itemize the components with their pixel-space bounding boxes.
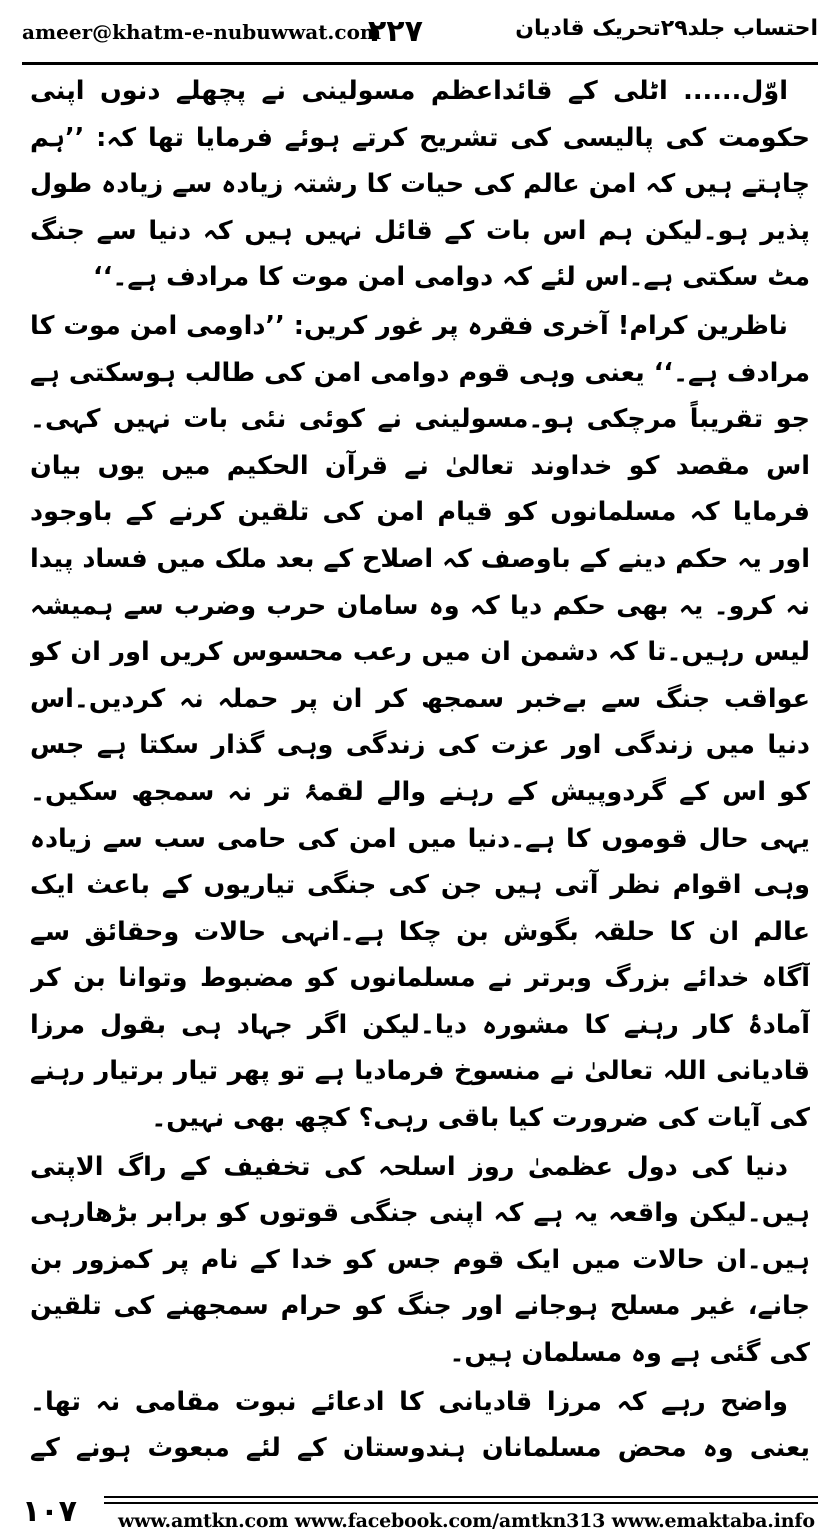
footer-rules bbox=[104, 1496, 818, 1508]
page-footer bbox=[22, 1492, 818, 1536]
body-text bbox=[30, 68, 810, 1478]
header-page-number: ۲۲۷ bbox=[368, 14, 423, 49]
paragraph-4: واضح رہے کہ مرزا قادیانی کا ادعائے نبوت مقامی نہ تھا۔یعنی وہ محض مسلمانان ہندوستان کے لئے مبعوث ہونے کے bbox=[30, 1386, 810, 1464]
paragraph-2: ناظرین کرام! آخری فقرہ پر غور کریں: ’’داومی امن موت کا مرادف ہے۔‘‘ یعنی وہی قوم دوامی امن کی طالب ہوسکتی ہے جو تقریباً مرچکی ہو۔مسولینی نے کوئی نئی بات نہیں کہی۔ اس مقصد کو خداوند تعالیٰ نے قرآن الحکیم میں یوں بیان فرمایا کہ مسلمانوں کو قیام امن کی تلقین کرنے کے باوجود اور یہ حکم دینے کے باوصف کہ اصلاح کے بعد ملک میں فساد پیدا نہ کرو۔ یہ بھی حکم دیا کہ وہ سامان حرب وضرب سے ہمیشہ لیس رہیں۔تا کہ دشمن ان میں رعب محسوس کریں اور ان کو عواقب جنگ سے بےخبر سمجھ کر ان پر حملہ نہ کردیں۔اس دنیا میں زندگی اور عزت کی زندگی وہی گذار سکتا ہے جس کو اس کے گردوپیش کے رہنے والے لقمۂ تر نہ سمجھ سکیں۔یہی حال قوموں کا ہے۔دنیا میں امن کی حامی سب سے زیادہ وہی اقوام نظر آتی ہیں جن کی جنگی تیاریوں کے باعث ایک عالم ان کا حلقہ بگوش بن چکا ہے۔انہی حالات وحقائق سے آگاہ خدائے بزرگ وبرتر نے مسلمانوں کو مضبوط وتوانا بن کر آمادۂ کار رہنے کا مشورہ دیا۔لیکن اگر جہاد ہی بقول مرزا قادیانی اللہ تعالیٰ نے منسوخ فرمادیا ہے تو پھر تیار برتیار رہنے کی آیات کی ضرورت کیا باقی رہی؟ کچھ بھی نہیں۔ bbox=[30, 310, 810, 1134]
paragraph-1: اوّل...... اٹلی کے قائداعظم مسولینی نے پچھلے دنوں اپنی حکومت کی پالیسی کی تشریح کرتے ہوئے فرمایا تھا کہ: ’’ہم چاہتے ہیں کہ امن عالم کی حیات کا رشتہ زیادہ سے زیادہ طول پذیر ہو۔لیکن ہم اس بات کے قائل نہیں ہیں کہ دنیا سے جنگ مٹ سکتی ہے۔اس لئے کہ دوامی امن موت کا مرادف ہے۔‘‘ bbox=[30, 76, 810, 293]
header-rule bbox=[22, 62, 818, 65]
header-book-title: احتساب جلد۲۹تحریک قادیان bbox=[515, 16, 818, 41]
footer-folio: ۱۰۷ bbox=[22, 1494, 77, 1529]
paragraph-3: دنیا کی دول عظمیٰ روز اسلحہ کی تخفیف کے راگ الاپتی ہیں۔لیکن واقعہ یہ ہے کہ اپنی جنگی قوتوں کو برابر بڑھارہی ہیں۔ان حالات میں ایک قوم جس کو خدا کے نام پر کمزور بن جانے، غیر مسلح ہوجانے اور جنگ کو حرام سمجھنے کی تلقین کی گئی ہے وہ مسلمان ہیں۔ bbox=[30, 1151, 810, 1369]
page-header bbox=[22, 10, 818, 60]
header-email: ameer@khatm-e-nubuwwat.com bbox=[22, 20, 382, 44]
footer-websites: www.amtkn.com www.facebook.com/amtkn313 www.emaktaba.info bbox=[118, 1510, 815, 1532]
